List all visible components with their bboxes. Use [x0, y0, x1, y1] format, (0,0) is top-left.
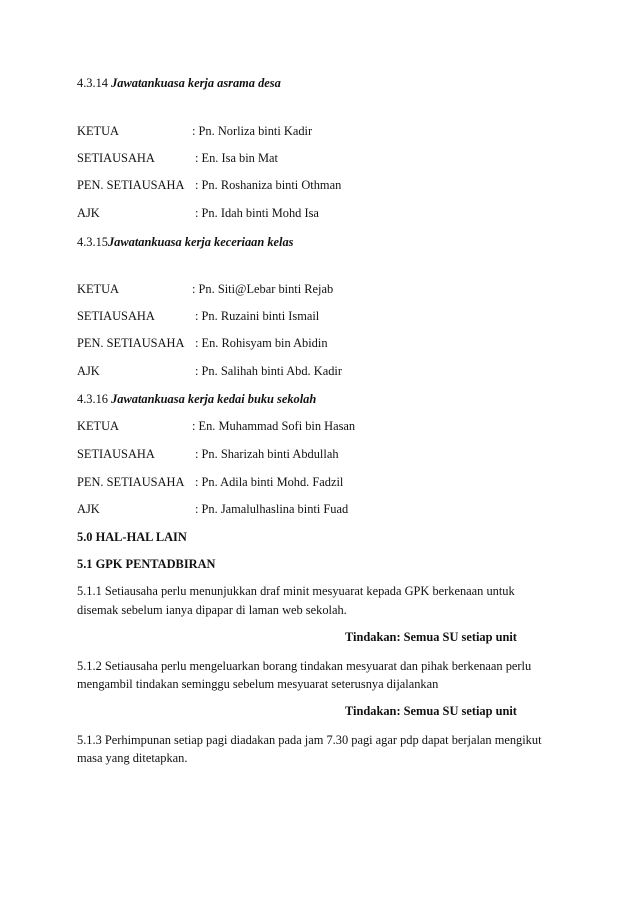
section-title: Jawatankuasa kerja kedai buku sekolah	[111, 392, 317, 406]
member-name: : En. Rohisyam bin Abidin	[195, 336, 328, 350]
member-name: : En. Muhammad Sofi bin Hasan	[192, 419, 356, 433]
paragraph-line: 5.1.2 Setiausaha perlu mengeluarkan borang tindakan mesyuarat dan pihak berkenaan perlu	[77, 659, 532, 673]
section-heading-4-3-15	[77, 235, 294, 250]
section-heading-4-3-14	[77, 76, 281, 91]
section-heading-5-0: 5.0 HAL-HAL LAIN	[77, 530, 187, 544]
role-label: KETUA	[77, 282, 119, 296]
paragraph-line: masa yang ditetapkan.	[77, 751, 188, 765]
role-label: AJK	[77, 502, 100, 516]
role-label: SETIAUSAHA	[77, 151, 155, 165]
member-name: : Pn. Jamalulhaslina binti Fuad	[195, 502, 349, 516]
member-name: : Pn. Roshaniza binti Othman	[195, 178, 342, 192]
member-name: : Pn. Salihah binti Abd. Kadir	[195, 364, 342, 378]
role-label: AJK	[77, 364, 100, 378]
section-number: 4.3.15	[77, 235, 108, 249]
action-note: Tindakan: Semua SU setiap unit	[345, 630, 517, 644]
member-name: : Pn. Idah binti Mohd Isa	[195, 206, 319, 220]
role-label: PEN. SETIAUSAHA	[77, 178, 185, 192]
role-label: PEN. SETIAUSAHA	[77, 336, 185, 350]
section-number: 4.3.16	[77, 392, 108, 406]
paragraph-line: 5.1.3 Perhimpunan setiap pagi diadakan pada jam 7.30 pagi agar pdp dapat berjalan mengikut	[77, 733, 542, 747]
role-label: SETIAUSAHA	[77, 309, 155, 323]
section-number: 4.3.14	[77, 76, 108, 90]
section-heading-5-1: 5.1 GPK PENTADBIRAN	[77, 557, 216, 571]
member-name: : Pn. Siti@Lebar binti Rejab	[192, 282, 334, 296]
member-name: : Pn. Ruzaini binti Ismail	[195, 309, 320, 323]
role-label: KETUA	[77, 124, 119, 138]
member-name: : Pn. Adila binti Mohd. Fadzil	[195, 475, 344, 489]
member-name: : En. Isa bin Mat	[195, 151, 278, 165]
paragraph-line: disemak sebelum ianya dipapar di laman web sekolah.	[77, 603, 347, 617]
member-name: : Pn. Norliza binti Kadir	[192, 124, 313, 138]
role-label: KETUA	[77, 419, 119, 433]
action-note: Tindakan: Semua SU setiap unit	[345, 704, 517, 718]
role-label: PEN. SETIAUSAHA	[77, 475, 185, 489]
paragraph-line: 5.1.1 Setiausaha perlu menunjukkan draf minit mesyuarat kepada GPK berkenaan untuk	[77, 584, 515, 598]
member-name: : Pn. Sharizah binti Abdullah	[195, 447, 339, 461]
role-label: SETIAUSAHA	[77, 447, 155, 461]
section-title: Jawatankuasa kerja asrama desa	[111, 76, 281, 90]
section-title: Jawatankuasa kerja keceriaan kelas	[107, 235, 294, 249]
paragraph-line: mengambil tindakan seminggu sebelum mesyuarat seterusnya dijalankan	[77, 677, 439, 691]
role-label: AJK	[77, 206, 100, 220]
section-heading-4-3-16	[77, 392, 316, 407]
